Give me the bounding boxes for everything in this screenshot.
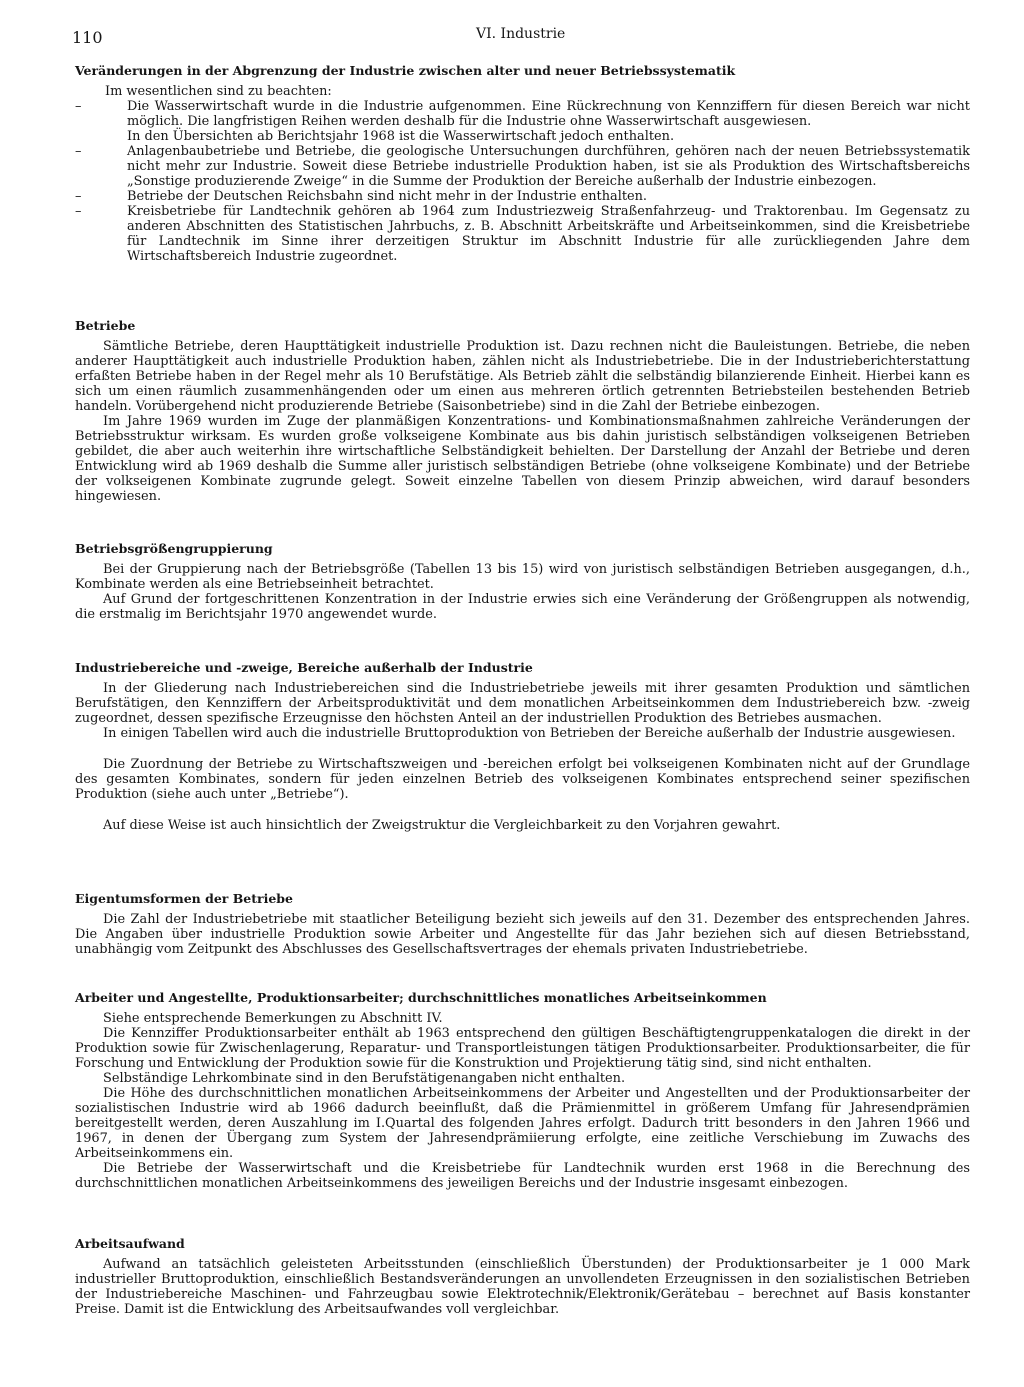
paragraph: Auf Grund der fortgeschrittenen Konzentration in der Industrie erwies sich eine Veränderung der Größengruppen als notwendig, die erstmalig im Berichtsjahr 1970 angewendet wurde. [75, 592, 970, 622]
paragraph: Aufwand an tatsächlich geleisteten Arbeitsstunden (einschließlich Überstunden) der Produktionsarbeiter je 1 000 Mark industrieller Bruttoproduktion, einschließlich Bestandsveränderungen an unvollendeten Erzeugnissen in den sozialistischen Betrieben der Industriebereiche Maschinen- und Fahrzeugbau sowie Elektrotechnik/Elektronik/Gerätebau – berechnet auf Basis konstanter Preise. Damit ist die Entwicklung des Arbeitsaufwandes voll vergleichbar. [75, 1257, 970, 1317]
paragraph: Die Zuordnung der Betriebe zu Wirtschaftszweigen und -bereichen erfolgt bei volkseigenen Kombinaten nicht auf der Grundlage des gesamten Kombinates, sondern für jeden einzelnen Betrieb des volkseigenen Kombinates entsprechend seiner spezifischen Produktion (siehe auch unter „Betriebe“). [75, 757, 970, 802]
list-dash: – [75, 99, 82, 114]
list-item [75, 189, 970, 204]
section-arbeiter-angestellte [75, 990, 970, 1191]
section-title: Arbeiter und Angestellte, Produktionsarbeiter; durchschnittliches monatliches Arbeitseinkommen [75, 990, 767, 1005]
paragraph: Sämtliche Betriebe, deren Haupttätigkeit industrielle Produktion ist. Dazu rechnen nicht die Bauleistungen. Betriebe, die neben anderer Haupttätigkeit auch industrielle Produktion haben, zählen nicht als Industriebetriebe. Die in der Industrieberichterstattung erfaßten Betriebe haben in der Regel mehr als 10 Berufstätige. Als Betrieb zählt die selbständig bilanzierende Einheit. Hierbei kann es sich um einen räumlich zusammenhängenden oder um einen aus mehreren örtlich getrennten Betriebsteilen bestehenden Betrieb handeln. Vorübergehend nicht produzierende Betriebe (Saisonbetriebe) sind in die Zahl der Betriebe einbezogen. [75, 339, 970, 414]
list-item-text: Betriebe der Deutschen Reichsbahn sind nicht mehr in der Industrie enthalten. [127, 189, 648, 204]
section-title: Arbeitsaufwand [75, 1236, 185, 1251]
list-dash: – [75, 204, 82, 219]
section-body [75, 339, 970, 504]
list-item-text: Anlagenbaubetriebe und Betriebe, die geologische Untersuchungen durchführen, gehören nach der neuen Betriebssystematik nicht mehr zur Industrie. Soweit diese Betriebe industrielle Produktion haben, ist sie als Produktion des Wirtschaftsbereichs „Sonstige produzierende Zweige“ in die Summe der Produktion der Bereiche außerhalb der Industrie einbezogen. [127, 144, 970, 189]
list-dash: – [75, 189, 82, 204]
section-body [75, 84, 970, 99]
paragraph: Die Höhe des durchschnittlichen monatlichen Arbeitseinkommens der Arbeiter und Angestellten und der Produktionsarbeiter der sozialistischen Industrie wird ab 1966 dadurch beeinflußt, daß die Prämienmittel in größerem Umfang für Jahresendprämien bereitgestellt werden, deren Auszahlung im I.Quartal des folgenden Jahres erfolgt. Dadurch tritt besonders in den Jahren 1966 und 1967, in denen der Übergang zum System der Jahresendprämiierung erfolgte, eine zeitliche Verschiebung im Zuwachs des Arbeitseinkommens ein. [75, 1086, 970, 1161]
section-body [75, 912, 970, 957]
section-body [75, 562, 970, 622]
paragraph: Selbständige Lehrkombinate sind in den Berufstätigenangaben nicht enthalten. [103, 1071, 626, 1086]
section-betriebe [75, 318, 970, 504]
paragraph: In der Gliederung nach Industriebereichen sind die Industriebetriebe jeweils mit ihrer gesamten Produktion und sämtlichen Berufstätigen, den Kennziffern der Arbeitsproduktivität und dem monatlichen Arbeitseinkommen dem Industriebereich bzw. -zweig zugeordnet, dessen spezifische Erzeugnisse den höchsten Anteil an der industriellen Produktion des Betriebes ausmachen. [75, 681, 970, 726]
paragraph: Siehe entsprechende Bemerkungen zu Abschnitt IV. [103, 1011, 443, 1026]
page-number: 110 [72, 28, 103, 47]
list-item-continuation: In den Übersichten ab Berichtsjahr 1968 ist die Wasserwirtschaft jedoch enthalten. [127, 129, 675, 144]
section-betriebsgroessengruppierung [75, 541, 970, 622]
change-list [75, 99, 970, 264]
section-title: Industriebereiche und -zweige, Bereiche außerhalb der Industrie [75, 660, 533, 675]
section-title: Betriebe [75, 318, 136, 333]
intro-text: Im wesentlichen sind zu beachten: [105, 84, 332, 99]
section-industriebereiche [75, 660, 970, 833]
paragraph: Bei der Gruppierung nach der Betriebsgröße (Tabellen 13 bis 15) wird von juristisch selbständigen Betrieben ausgegangen, d.h., Kombinate werden als eine Betriebseinheit betrachtet. [75, 562, 970, 592]
list-item [75, 204, 970, 264]
section-arbeitsaufwand [75, 1236, 970, 1317]
list-item [75, 99, 970, 144]
paragraph: In einigen Tabellen wird auch die industrielle Bruttoproduktion von Betrieben der Bereiche außerhalb der Industrie ausgewiesen. [103, 726, 956, 741]
paragraph-gap [75, 802, 970, 818]
section-eigentumsformen [75, 891, 970, 957]
section-title: Veränderungen in der Abgrenzung der Industrie zwischen alter und neuer Betriebssystematik [75, 63, 736, 78]
section-body [75, 1257, 970, 1317]
section-title: Betriebsgrößengruppierung [75, 541, 273, 556]
paragraph: Die Zahl der Industriebetriebe mit staatlicher Beteiligung bezieht sich jeweils auf den 31. Dezember des entsprechenden Jahres. Die Angaben über industrielle Produktion sowie Arbeiter und Angestellte für das Jahr beziehen sich auf diesen Betriebsstand, unabhängig vom Zeitpunkt des Abschlusses des Gesellschaftsvertrages der ehemals privaten Industriebetriebe. [75, 912, 970, 957]
paragraph: Im Jahre 1969 wurden im Zuge der planmäßigen Konzentrations- und Kombinationsmaßnahmen zahlreiche Veränderungen der Betriebsstruktur wirksam. Es wurden große volkseigene Kombinate aus bis dahin juristisch selbständigen volkseigenen Betrieben gebildet, die aber auch weiterhin ihre wirtschaftliche Selbständigkeit behielten. Der Darstellung der Anzahl der Betriebe und deren Entwicklung wird ab 1969 deshalb die Summe aller juristisch selbständigen Betriebe (ohne volkseigene Kombinate) und der Betriebe der volkseigenen Kombinate zugrunde gelegt. Soweit einzelne Tabellen von diesem Prinzip abweichen, wird darauf besonders hingewiesen. [75, 414, 970, 504]
section-body [75, 1011, 970, 1191]
paragraph-gap [75, 741, 970, 757]
list-item-text: Die Wasserwirtschaft wurde in die Industrie aufgenommen. Eine Rückrechnung von Kennziffern für diesen Bereich war nicht möglich. Die langfristigen Reihen werden deshalb für die Industrie ohne Wasserwirtschaft ausgewiesen. [127, 99, 970, 129]
section-body [75, 681, 970, 833]
paragraph: Die Betriebe der Wasserwirtschaft und die Kreisbetriebe für Landtechnik wurden erst 1968 in die Berechnung des durchschnittlichen monatlichen Arbeitseinkommens des jeweiligen Bereichs und der Industrie insgesamt einbezogen. [75, 1161, 970, 1191]
list-dash: – [75, 144, 82, 159]
paragraph: Die Kennziffer Produktionsarbeiter enthält ab 1963 entsprechend den gültigen Beschäftigtengruppenkatalogen die direkt in der Produktion sowie für Zwischenlagerung, Reparatur- und Transportleistungen tätigen Produktionsarbeiter. Produktionsarbeiter, die für Forschung und Entwicklung der Produktion sowie für die Konstruktion und Projektierung tätig sind, sind nicht enthalten. [75, 1026, 970, 1071]
list-item [75, 144, 970, 189]
list-item-text: Kreisbetriebe für Landtechnik gehören ab 1964 zum Industriezweig Straßenfahrzeug- und Traktorenbau. Im Gegensatz zu anderen Abschnitten des Statistischen Jahrbuchs, z. B. Abschnitt Arbeitskräfte und Arbeitseinkommen, sind die Kreisbetriebe für Landtechnik im Sinne ihrer derzeitigen Struktur im Abschnitt Industrie für alle zurückliegenden Jahre dem Wirtschaftsbereich Industrie zugeordnet. [127, 204, 970, 264]
section-abgrenzung [75, 63, 970, 264]
section-title: Eigentumsformen der Betriebe [75, 891, 294, 906]
running-head: VI. Industrie [476, 26, 566, 42]
paragraph: Auf diese Weise ist auch hinsichtlich der Zweigstruktur die Vergleichbarkeit zu den Vorjahren gewahrt. [103, 818, 781, 833]
